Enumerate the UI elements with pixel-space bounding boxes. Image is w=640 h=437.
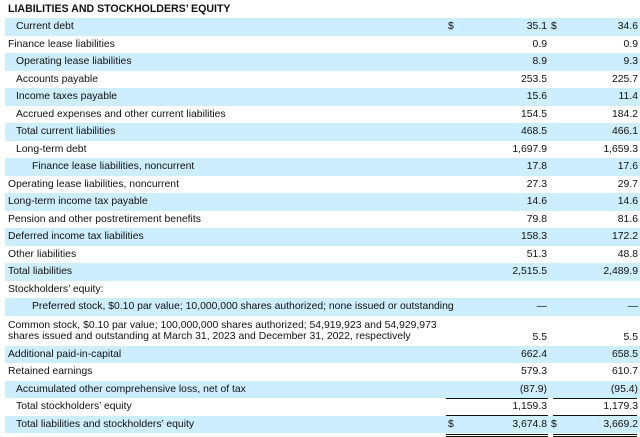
value-2023: 662.4 xyxy=(520,348,547,360)
value-2023: 579.3 xyxy=(520,366,547,377)
row-label: Long-term income tax payable xyxy=(8,196,148,207)
value-2022: 11.4 xyxy=(618,91,638,102)
row-label: Accounts payable xyxy=(16,73,99,85)
section-title: LIABILITIES AND STOCKHOLDERS’ EQUITY xyxy=(8,3,231,15)
value-2022: 466.1 xyxy=(611,126,638,137)
table-row xyxy=(5,263,640,281)
table-row xyxy=(5,281,640,299)
value-2022: 1,179.3 xyxy=(603,401,638,412)
value-2022: 81.6 xyxy=(617,213,638,225)
currency-symbol: $ xyxy=(551,21,557,32)
value-2022: 48.8 xyxy=(617,248,638,260)
value-2023: 5.5 xyxy=(532,331,547,343)
value-2022: 17.6 xyxy=(617,161,638,172)
table-row xyxy=(5,176,640,194)
value-2023: 79.8 xyxy=(526,213,547,225)
table-row xyxy=(5,141,640,159)
table-row xyxy=(5,211,640,229)
value-2023: 1,159.3 xyxy=(512,401,547,412)
table-row xyxy=(5,416,640,434)
row-label: Total liabilities and stockholders’ equity xyxy=(16,418,195,430)
table-row xyxy=(5,53,640,71)
row-label: Operating lease liabilities, noncurrent xyxy=(8,178,179,190)
table-row xyxy=(5,88,640,106)
table-row xyxy=(5,123,640,141)
table-row xyxy=(5,228,640,246)
value-2023: (87.9) xyxy=(519,383,547,395)
value-2023: 253.5 xyxy=(520,73,547,85)
value-2022: 5.5 xyxy=(623,331,638,343)
row-label: Deferred income tax liabilities xyxy=(8,231,144,242)
row-label: Other liabilities xyxy=(8,248,77,260)
value-2023: 2,515.5 xyxy=(512,266,547,277)
value-2022: 29.7 xyxy=(617,178,638,190)
table-row xyxy=(5,363,640,381)
value-2023: 14.6 xyxy=(526,196,547,207)
value-2022: 184.2 xyxy=(611,108,638,120)
table-row xyxy=(5,158,640,176)
value-2022: 3,669.2 xyxy=(603,418,638,430)
table-row xyxy=(5,36,640,54)
row-label: Current debt xyxy=(16,21,74,32)
table-row xyxy=(5,193,640,211)
value-2023: 15.6 xyxy=(526,91,547,102)
value-2023: 468.5 xyxy=(520,126,547,137)
value-2022: 1,659.3 xyxy=(603,143,638,155)
row-label: Total liabilities xyxy=(8,266,73,277)
value-2022: 14.6 xyxy=(617,196,638,207)
row-label: Accrued expenses and other current liabilities xyxy=(16,108,226,120)
value-2023: 51.3 xyxy=(526,248,547,260)
row-label: Accumulated other comprehensive loss, net of tax xyxy=(16,383,246,395)
currency-symbol: $ xyxy=(551,418,557,430)
table-row xyxy=(5,316,640,346)
row-label: Pension and other postretirement benefits xyxy=(8,213,201,225)
value-2023: 3,674.8 xyxy=(512,418,547,430)
row-label: Total current liabilities xyxy=(16,126,116,137)
value-2023: 154.5 xyxy=(520,108,547,120)
value-2023: 17.8 xyxy=(526,161,547,172)
value-2023: 158.3 xyxy=(520,231,547,242)
value-2022: — xyxy=(627,301,638,312)
value-2022: 2,489.9 xyxy=(603,266,638,277)
value-2022: 9.3 xyxy=(623,56,638,67)
row-label: Finance lease liabilities xyxy=(8,38,115,50)
currency-symbol: $ xyxy=(448,21,454,32)
value-2022: 172.2 xyxy=(611,231,638,242)
row-label: Finance lease liabilities, noncurrent xyxy=(32,161,195,172)
value-2022: 658.5 xyxy=(611,348,638,360)
row-label xyxy=(8,320,437,342)
table-row xyxy=(5,18,640,36)
value-2023: 0.9 xyxy=(532,38,547,50)
table-row xyxy=(5,298,640,316)
table-row xyxy=(5,346,640,364)
row-label-line-1: Common stock, $0.10 par value; 100,000,000 shares authorized; 54,919,923 and 54,929,973 xyxy=(8,319,437,331)
currency-symbol: $ xyxy=(448,418,454,430)
value-2022: 34.6 xyxy=(617,21,638,32)
value-2022: 610.7 xyxy=(611,366,638,377)
value-2023: 27.3 xyxy=(526,178,547,190)
value-2023: — xyxy=(536,301,547,312)
row-label: Additional paid-in-capital xyxy=(8,348,122,360)
row-label: Operating lease liabilities xyxy=(16,56,132,67)
table-row xyxy=(5,246,640,264)
row-label: Preferred stock, $0.10 par value; 10,000,000 shares authorized; none issued or outstanding xyxy=(32,301,454,312)
row-label-line-2: shares issued and outstanding at March 31, 2023 and December 31, 2022, respectively xyxy=(8,330,411,342)
row-label: Stockholders’ equity: xyxy=(8,283,104,295)
table-row xyxy=(5,398,640,416)
value-2023: 1,697.9 xyxy=(512,143,547,155)
table-row xyxy=(5,106,640,124)
table-row xyxy=(5,381,640,399)
value-2023: 8.9 xyxy=(532,56,547,67)
value-2022: 0.9 xyxy=(623,38,638,50)
row-label: Income taxes payable xyxy=(16,91,118,102)
value-2022: (95.4) xyxy=(610,383,638,395)
row-label: Retained earnings xyxy=(8,366,93,377)
table-row xyxy=(5,71,640,89)
value-2023: 35.1 xyxy=(526,21,547,32)
value-2022: 225.7 xyxy=(611,73,638,85)
row-label: Total stockholders’ equity xyxy=(16,401,132,412)
row-label: Long-term debt xyxy=(16,143,87,155)
